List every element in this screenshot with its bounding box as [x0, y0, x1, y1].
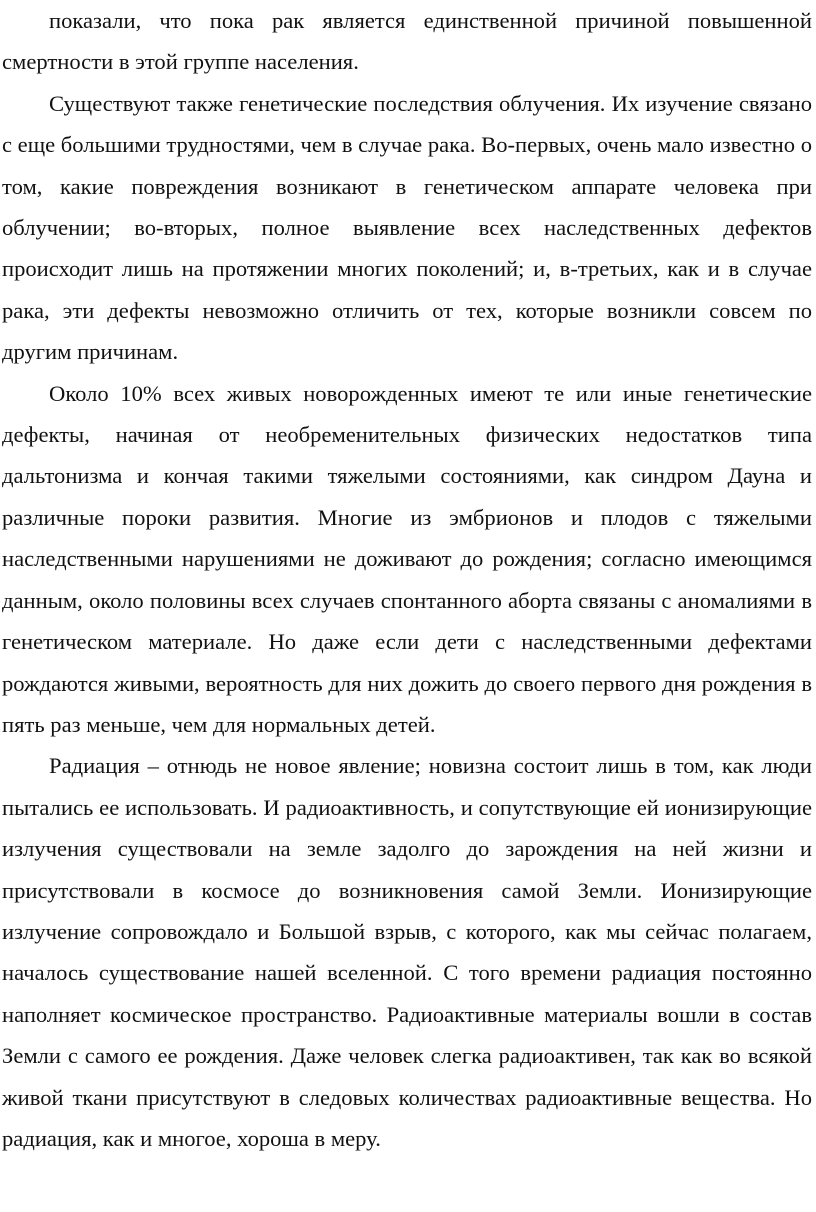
paragraph-genetic-effects: Существуют также генетические последствия облучения. Их изучение связано с еще большими трудностями, чем в случае рака. Во-первых, очень мало известно о том, какие повреждения возникают в генетическом аппарате человека при облучении; во-вторых, полное выявление всех наследственных дефектов происходит лишь на протяжении многих поколений; и, в-третьих, как и в случае рака, эти дефекты невозможно отличить от тех, которые возникли совсем по другим причинам. — [2, 90, 812, 365]
paragraph-radiation: Радиация – отнюдь не новое явление; новизна состоит лишь в том, как люди пытались ее использовать. И радиоактивность, и сопутствующие ей ионизирующие излучения существовали на земле задолго до зарождения на ней жизни и присутствовали в космосе до возникновения самой Земли. Ионизирующие излучение сопровождало и Большой взрыв, с которого, как мы сейчас полагаем, началось существование нашей вселенной. С того времени радиация постоянно наполняет космическое пространство. Радиоактивные материалы вошли в состав — [2, 753, 812, 1027]
document-body — [2, 0, 812, 1159]
paragraph-continuation: показали, что пока рак является единственной причиной повышенной смертности в этой группе населения. — [2, 8, 812, 75]
paragraph-genetic-defects: Около 10% всех живых новорожденных имеют те или иные генетические дефекты, начиная от необременительных физических недостатков типа дальтонизма и кончая такими тяжелыми состояниями, как синдром Дауна и различные пороки развития. Многие из эмбрионов и плодов с тяжелыми наследственными нарушениями не доживают до рождения; согласно имеющимся данным, около половины всех случаев спонтанного аборта связаны с аномалиями в генетическом материале. Но даже если дети с наследственными дефектами рождаются живыми, вероятность для них дожить до своего первого дня рождения в пять раз меньше, чем для нормальных детей. — [2, 380, 812, 737]
paragraph-radiation-continued: Земли с самого ее рождения. Даже человек слегка радиоактивен, так как во всякой живой ткани присутствуют в следовых количествах радиоактивные вещества. Но радиация, как и многое, хороша в меру. — [2, 1043, 812, 1151]
